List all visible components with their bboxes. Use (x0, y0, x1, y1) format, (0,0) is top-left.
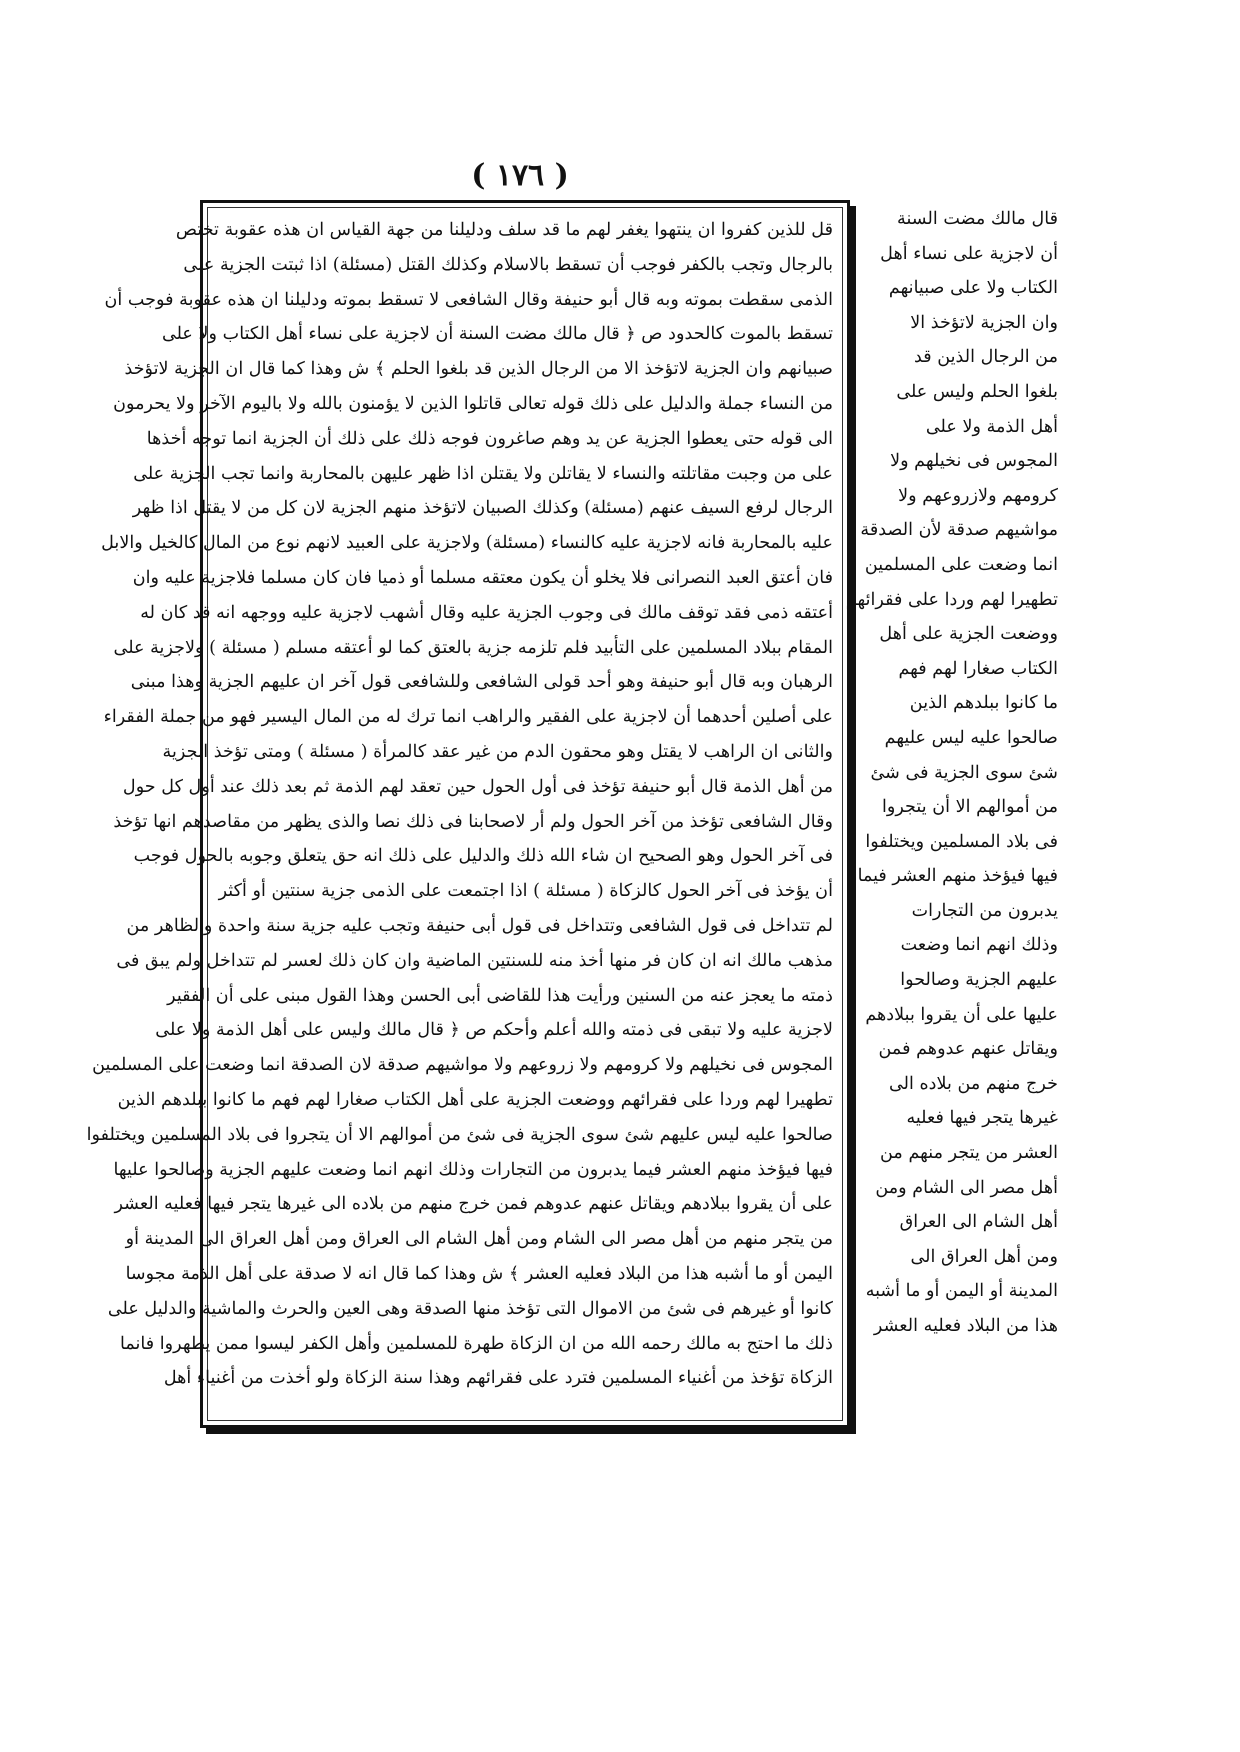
text-line: على من وجبت مقاتلته والنساء لا يقاتلن ولا يقتلن اذا ظهر عليهن بالمحاربة وانما تجب الجزية على (133, 463, 833, 484)
text-line: صبيانهم وان الجزية لاتؤخذ الا من الرجال الذين قد بلغوا الحلم ﴾ ش وهذا كما قال ان الجزية لاتؤخذ (124, 359, 833, 380)
text-line: تسقط بالموت كالحدود ص ﴿ قال مالك مضت السنة أن لاجزية على نساء أهل الكتاب ولا على (161, 324, 833, 345)
text-line: كانوا أو غيرهم فى شئ من الاموال التى تؤخذ منها الصدقة وهى العين والحرث والماشية والدليل على (107, 1298, 833, 1319)
text-line: فيها فيؤخذ منهم العشر فيما يدبرون من التجارات وذلك انهم انما وضعت عليهم الجزية وصالحوا عليها (113, 1159, 833, 1180)
margin-line: المدينة أو اليمن أو ما أشبه (865, 1281, 1058, 1302)
text-line: تطهيرا لهم وردا على فقرائهم ووضعت الجزية على أهل الكتاب صغارا لهم فهم ما كانوا ببلدهم الذين (117, 1089, 833, 1110)
margin-line: وذلك انهم انما وضعت (900, 935, 1058, 956)
margin-line: أن لاجزية على نساء أهل (880, 243, 1058, 264)
margin-line: المجوس فى نخيلهم ولا (890, 451, 1058, 472)
text-line: ذلك ما احتج به مالك رحمه الله من ان الزكاة طهرة للمسلمين وأهل الكفر ليسوا ممن يطهروا فانما (119, 1333, 833, 1354)
page-number: ( ١٧٦ ) (471, 158, 569, 193)
text-line: من أهل الذمة قال أبو حنيفة تؤخذ فى أول الحول حين تعقد لهم الذمة ثم بعد ذلك عند أول كل حول (122, 776, 833, 797)
text-line: المجوس فى نخيلهم ولا كرومهم ولا زروعهم ولا مواشيهم صدقة لان الصدقة انما وضعت على المسلمين (92, 1055, 833, 1076)
text-line: صالحوا عليه ليس عليهم شئ سوى الجزية فى شئ من أموالهم الا أن يتجروا فى بلاد المسلمين ويختلفوا (86, 1124, 833, 1145)
margin-line: عليهم الجزية وصالحوا (900, 970, 1058, 991)
text-line: من يتجر منهم من أهل مصر الى الشام ومن أهل الشام الى العراق ومن أهل العراق الى المدينة أو (125, 1229, 833, 1250)
margin-line: عليها على أن يقروا ببلادهم (865, 1004, 1058, 1025)
text-line: الزكاة تؤخذ من أغنياء المسلمين فترد على فقرائهم وهذا سنة الزكاة ولو أخذت من أغنياء أهل (163, 1368, 833, 1389)
text-line: وقال الشافعى تؤخذ من آخر الحول ولم أر لاصحابنا فى ذلك نصا والذى يظهر من مقاصدهم انها تؤخذ (113, 811, 833, 832)
main-text-frame (86, 200, 850, 1428)
text-line: فى آخر الحول وهو الصحيح ان شاء الله ذلك والدليل على ذلك انه حق يتعلق وجوبه بالحول فوجب (133, 846, 833, 867)
margin-line: بلغوا الحلم وليس على (896, 381, 1058, 402)
margin-commentary (845, 202, 1058, 1344)
text-line: الرهبان وبه قال أبو حنيفة وهو أحد قولى الشافعى وللشافعى قول آخر ان عليهم الجزية وهذا مبنى (130, 672, 833, 693)
margin-line: مواشيهم صدقة لأن الصدقة (860, 520, 1058, 541)
text-line: لم تتداخل فى قول الشافعى وتتداخل فى قول أبى حنيفة وتجب عليه جزية سنة واحدة والظاهر من (126, 915, 833, 936)
text-line: الى قوله حتى يعطوا الجزية عن يد وهم صاغرون فوجه ذلك على ذلك أن الجزية انما توجه أخذها (146, 428, 833, 449)
text-line: والثانى ان الراهب لا يقتل وهو محقون الدم من غير عقد كالمرأة ( مسئلة ) ومتى تؤخذ الجزية (162, 741, 833, 762)
margin-line: قال مالك مضت السنة (897, 209, 1058, 229)
main-text-body (86, 213, 833, 1415)
margin-line: شئ سوى الجزية فى شئ (870, 762, 1058, 783)
margin-line: ويقاتل عنهم عدوهم فمن (878, 1039, 1058, 1060)
margin-line: ما كانوا ببلدهم الذين (909, 693, 1058, 714)
margin-line: أهل الذمة ولا على (925, 416, 1058, 437)
margin-line: من أموالهم الا أن يتجروا (881, 797, 1058, 818)
margin-line: أهل الشام الى العراق (899, 1212, 1058, 1233)
margin-line: من الرجال الذين قد (914, 347, 1058, 368)
text-line: اليمن أو ما أشبه هذا من البلاد فعليه العشر ﴾ ش وهذا كما قال انه لا صدقة على أهل الذمة مجوسا (125, 1263, 833, 1284)
text-line: فان أعتق العبد النصرانى فلا يخلو أن يكون معتقه مسلما أو ذميا فان كان مسلما فلاجزية عليه وان (132, 567, 833, 588)
text-line: المقام ببلاد المسلمين على التأبيد فلم تلزمه جزية بالعتق كما لو أعتقه مسلم ( مسئلة ) ولاجزية على (113, 637, 833, 658)
text-line: عليه بالمحاربة فانه لاجزية عليه كالنساء (مسئلة) ولاجزية على العبيد لانهم نوع من المال كالخيل والابل (101, 533, 833, 554)
margin-line: انما وضعت على المسلمين (864, 554, 1058, 575)
text-line: على أن يقروا ببلادهم ويقاتل عنهم عدوهم فمن خرج منهم من بلاده الى غيرها يتجر فيها فعليه العشر (114, 1194, 833, 1215)
margin-line: العشر من يتجر منهم من (880, 1143, 1058, 1164)
text-line: الذمى سقطت بموته وبه قال أبو حنيفة وقال الشافعى لا تسقط بموته ودليلنا ان هذه عقوبة فوجب أن (104, 289, 833, 310)
margin-line: الكتاب صغارا لهم فهم (898, 658, 1058, 679)
margin-line: وان الجزية لاتؤخذ الا (910, 312, 1058, 333)
text-line: أن يؤخذ فى آخر الحول كالزكاة ( مسئلة ) اذا اجتمعت على الذمى جزية سنتين أو أكثر (218, 881, 833, 902)
margin-line: أهل مصر الى الشام ومن (875, 1177, 1058, 1198)
margin-line: فيها فيؤخذ منهم العشر فيما (857, 866, 1058, 887)
text-line: قل للذين كفروا ان ينتهوا يغفر لهم ما قد سلف ودليلنا من جهة القياس ان هذه عقوبة تختص (175, 220, 833, 240)
text-line: مذهب مالك انه ان كان فر منها أخذ منه للسنتين الماضية وان كان ذلك لعسر لم تتداخل ولم يبق فى (116, 950, 833, 971)
margin-line: يدبرون من التجارات (911, 900, 1058, 921)
margin-line: ووضعت الجزية على أهل (879, 624, 1058, 645)
text-line: أعتقه ذمى فقد توقف مالك فى وجوب الجزية عليه وقال أشهب لاجزية عليه ووجهه انه قد كان له (140, 602, 833, 623)
margin-line: صالحوا عليه ليس عليهم (884, 727, 1058, 748)
text-line: بالرجال وتجب بالكفر فوجب أن تسقط بالاسلام وكذلك القتل (مسئلة) اذا ثبتت الجزية على (183, 254, 833, 275)
margin-line: ومن أهل العراق الى (910, 1246, 1058, 1267)
margin-line: هذا من البلاد فعليه العشر (873, 1316, 1058, 1336)
margin-line: الكتاب ولا على صبيانهم (888, 278, 1058, 299)
text-line: ذمته ما يعجز عنه من السنين ورأيت هذا للقاضى أبى الحسن وهذا القول مبنى على أن الفقير (167, 985, 833, 1006)
margin-line: كرومهم ولازروعهم ولا (898, 485, 1058, 506)
margin-line: تطهيرا لهم وردا على فقرائهم (845, 589, 1058, 610)
text-line: الرجال لرفع السيف عنهم (مسئلة) وكذلك الصبيان لاتؤخذ منهم الجزية لان كل من لا يقتل اذا ظهر (132, 498, 833, 519)
margin-line: غيرها يتجر فيها فعليه (906, 1108, 1058, 1129)
text-line: على أصلين أحدهما أن لاجزية على الفقير والراهب انما ترك له من المال اليسير فهو من جملة الفقراء (103, 707, 833, 728)
text-line: لاجزية عليه ولا تبقى فى ذمته والله أعلم وأحكم ص ﴿ قال مالك وليس على أهل الذمة ولا على (155, 1020, 833, 1041)
text-line: من النساء جملة والدليل على ذلك قوله تعالى قاتلوا الذين لا يؤمنون بالله ولا باليوم الآخر ولا يحرمون (113, 393, 833, 414)
margin-line: فى بلاد المسلمين ويختلفوا (865, 831, 1058, 852)
margin-line: خرج منهم من بلاده الى (888, 1073, 1058, 1094)
